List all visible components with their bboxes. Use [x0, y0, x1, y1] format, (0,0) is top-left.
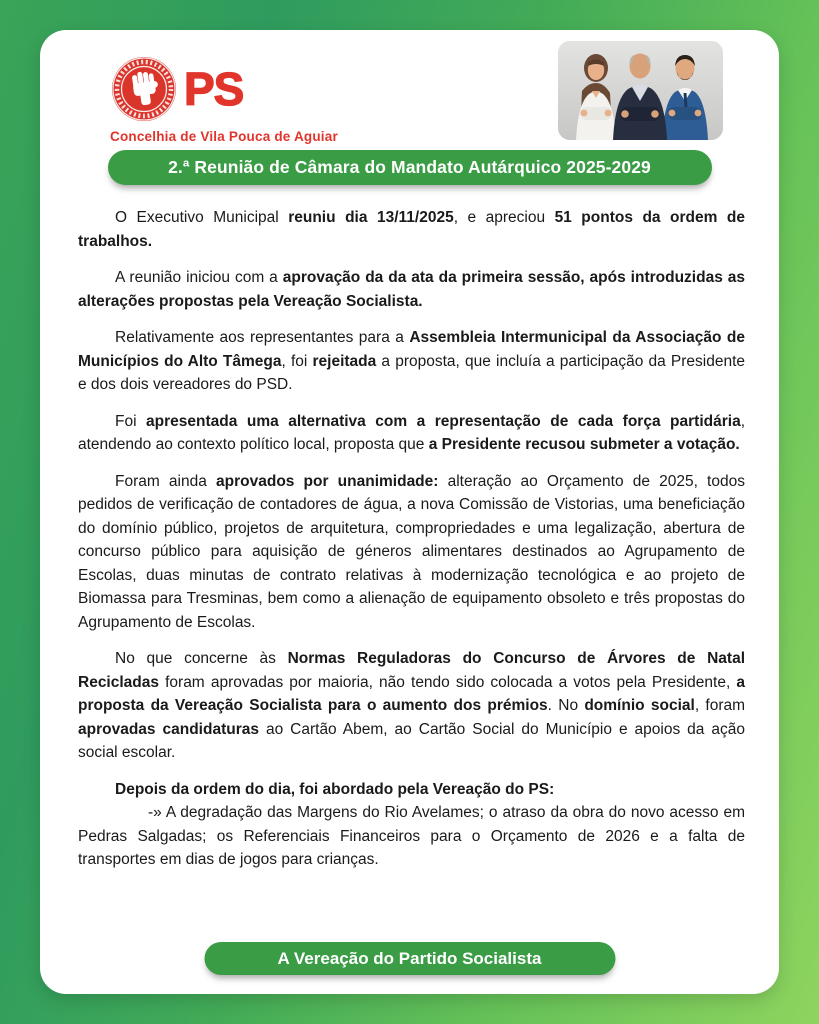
team-photo [558, 41, 723, 140]
paragraph: Depois da ordem do dia, foi abordado pela Vereação do PS: [115, 780, 555, 798]
header [40, 30, 779, 150]
brand-block [110, 55, 338, 144]
paragraph: Foram ainda aprovados por unanimidade: alteração ao Orçamento de 2025, todos pedidos de verificação de contadores de água, a nova Comissão de Vistorias, uma beneficiação do domínio público, projetos de arquitetura, compropriedades e uma legalização, abertura de concurso público para aquisição de géneros alimentares destinados ao Agrupamento de Escolas, duas minutas de contrato relativas à modernização tecnológica e ao projeto de Biomassa para Tresminas, bem como a alienação de equipamento obsoleto e três propostas do Agrupamento de Escolas. [78, 472, 745, 631]
content-card [40, 30, 779, 994]
paragraph: O Executivo Municipal reuniu dia 13/11/2025, e apreciou 51 pontos da ordem de trabalhos. [78, 209, 745, 250]
paragraph: No que concerne às Normas Reguladoras do Concurso de Árvores de Natal Recicladas foram aprovadas por maioria, não tendo sido colocada a votos pela Presidente, a proposta da Vereação Socialista para o aumento dos prémios. No domínio social, foram aprovadas candidaturas ao Cartão Abem, ao Cartão Social do Município e apoios da ação social escolar. [78, 650, 746, 761]
title-banner [108, 150, 712, 185]
title-banner-text: 2.ª Reunião de Câmara do Mandato Autárquico 2025-2029 [168, 157, 651, 177]
paragraph: Foi apresentada uma alternativa com a representação de cada força partidária, atendendo ao contexto político local, proposta que a Presidente recusou submeter a votação. [78, 412, 746, 453]
ps-logo-text: PS [184, 63, 244, 115]
paragraph: A reunião iniciou com a aprovação da da ata da primeira sessão, após introduzidas as alterações propostas pela Vereação Socialista. [78, 269, 745, 310]
footer-banner [204, 942, 615, 975]
body-paragraphs [78, 206, 745, 872]
ps-fist-emblem-icon [110, 55, 178, 123]
footer-banner-text: A Vereação do Partido Socialista [277, 948, 542, 968]
paragraph: -» A degradação das Margens do Rio Avelames; o atraso da obra do novo acesso em Pedras Salgadas; os Referenciais Financeiros para o Orçamento de 2026 e a falta de transportes em dias de jogos para crianças. [78, 804, 745, 868]
org-name: Concelhia de Vila Pouca de Aguiar [110, 129, 338, 144]
paragraph: Relativamente aos representantes para a Assembleia Intermunicipal da Associação de Municípios do Alto Tâmega, foi rejeitada a proposta, que incluía a participação da Presidente e dos dois vereadores do PSD. [78, 329, 745, 393]
